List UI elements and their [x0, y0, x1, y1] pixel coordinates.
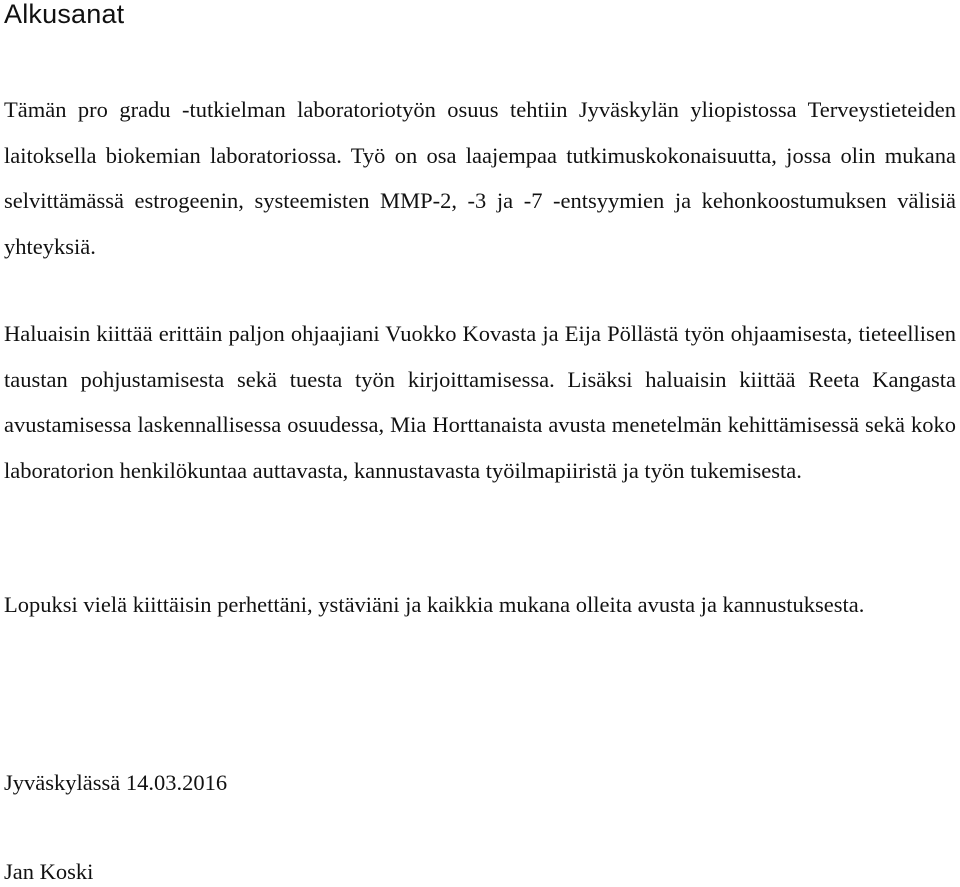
page-title: Alkusanat: [4, 0, 125, 29]
paragraph-acknowledgements: Haluaisin kiittää erittäin paljon ohjaajiani Vuokko Kovasta ja Eija Pöllästä työn ohjaamisesta, tieteellisen taustan pohjustamisesta sekä tuesta työn kirjoittamisessa. Lisäksi haluaisin kiittää Reeta Kangasta avustamisessa laskennallisessa osuudessa, Mia Horttanaista avusta menetelmän kehittämisessä sekä koko laboratorion henkilökuntaa auttavasta, kannustavasta työilmapiiristä ja työn tukemisesta.: [4, 321, 956, 483]
author-name: Jan Koski: [4, 859, 94, 884]
paragraph-intro: Tämän pro gradu -tutkielman laboratoriotyön osuus tehtiin Jyväskylän yliopistossa Terveystieteiden laitoksella biokemian laboratoriossa. Työ on osa laajempaa tutkimuskokonaisuutta, jossa olin mukana selvittämässä estrogeenin, systeemisten MMP-2, -3 ja -7 -entsyymien ja kehonkoostumuksen välisiä yhteyksiä.: [4, 97, 956, 259]
paragraph-closing: Lopuksi vielä kiittäisin perhettäni, ystäviäni ja kaikkia mukana olleita avusta ja kannustuksesta.: [4, 592, 865, 617]
place-and-date: Jyväskylässä 14.03.2016: [4, 770, 228, 795]
